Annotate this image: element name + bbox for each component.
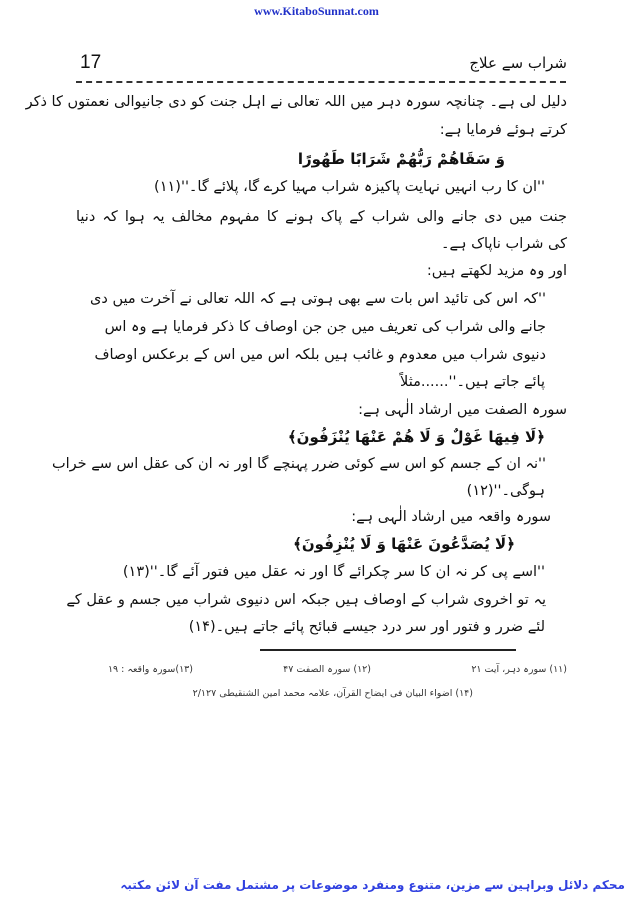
site-url-link[interactable]: www.KitaboSunnat.com: [254, 4, 379, 18]
footnote-12: (۱۲) سورہ الصفت ۴۷: [283, 664, 371, 675]
text-line: سورہ الصفت میں ارشاد الٰہی ہے:: [358, 402, 567, 418]
quote-line: دنیوی شراب میں معدوم و غائب ہیں بلکہ اس میں اس کے برعکس اوصاف: [94, 347, 546, 363]
bottom-banner: محکم دلائل وبراہین سے مزین، متنوع ومنفرد موضوعات پر مشتمل مفت آن لائن مکتبہ: [120, 878, 625, 892]
text-line: کرتے ہوئے فرمایا ہے:: [439, 122, 567, 138]
quran-verse: ﴿لَا فِيهَا غَوْلٌ وَ لَا هُمْ عَنْهَا يُنْزَفُونَ﴾: [287, 428, 545, 446]
footnote-14: (۱۴) اضواء البیان فی ایضاح القرآن، علامہ محمد امین الشنقیطی ۲/۱۲۷: [192, 688, 473, 699]
text-line: سورہ واقعہ میں ارشاد الٰہی ہے:: [351, 509, 551, 525]
quote-line: ''نہ ان کے جسم کو اس سے کوئی ضرر پہنچے گا اور نہ ان کی عقل اس سے خراب: [52, 456, 546, 472]
quote-line: ''ان کا رب انہیں نہایت پاکیزہ شراب مہیا کرے گا، پلائے گا۔''(۱۱): [154, 179, 545, 195]
text-line: جنت میں دی جانے والی شراب کے پاک ہونے کا مفہوم مخالف یہ ہوا کہ دنیا: [76, 209, 567, 225]
running-title: شراب سے علاج: [469, 54, 567, 72]
footnote-divider: [260, 649, 516, 651]
quran-verse: وَ سَقَاهُمْ رَبُّهُمْ شَرَابًا طَهُورًا: [297, 150, 505, 168]
quote-line: ہوگی۔''(۱۲): [466, 483, 545, 499]
quote-line: جانے والی شراب کی تعریف میں جن جن اوصاف کا ذکر فرمایا ہے وہ اس: [104, 319, 546, 335]
quote-line: ''اسے پی کر نہ ان کا سر چکرائے گا اور نہ عقل میں فتور آئے گا۔''(۱۳): [122, 564, 545, 580]
quote-line: پائے جاتے ہیں۔''......مثلاً: [400, 374, 545, 390]
footnote-11: (۱۱) سورہ دہر، آیت ۲۱: [471, 664, 567, 675]
header-divider: [76, 81, 566, 83]
text-line: لئے ضرر و فتور اور سر درد جیسے قبائح پائے جاتے ہیں۔(۱۴): [188, 619, 545, 635]
text-line: اور وہ مزید لکھتے ہیں:: [426, 263, 567, 279]
quran-verse: ﴿لَا يُصَدَّعُونَ عَنْهَا وَ لَا يُنْزِفُونَ﴾: [293, 535, 515, 553]
text-line: کی شراب ناپاک ہے۔: [440, 236, 567, 252]
quote-line: ''کہ اس کی تائید اس بات سے بھی ہوتی ہے کہ اللہ تعالی نے آخرت میں دی: [90, 291, 546, 307]
footnote-13: (۱۳)سورہ واقعہ : ۱۹: [107, 664, 193, 675]
page-number: 17: [80, 52, 102, 73]
text-line: دلیل لی ہے۔ چنانچہ سورہ دہر میں اللہ تعالی نے اہل جنت کو دی جانیوالی نعمتوں کا ذکر: [25, 94, 567, 110]
text-line: یہ تو اخروی شراب کے اوصاف ہیں جبکہ اس دنیوی شراب میں جسم و عقل کے: [66, 592, 546, 608]
